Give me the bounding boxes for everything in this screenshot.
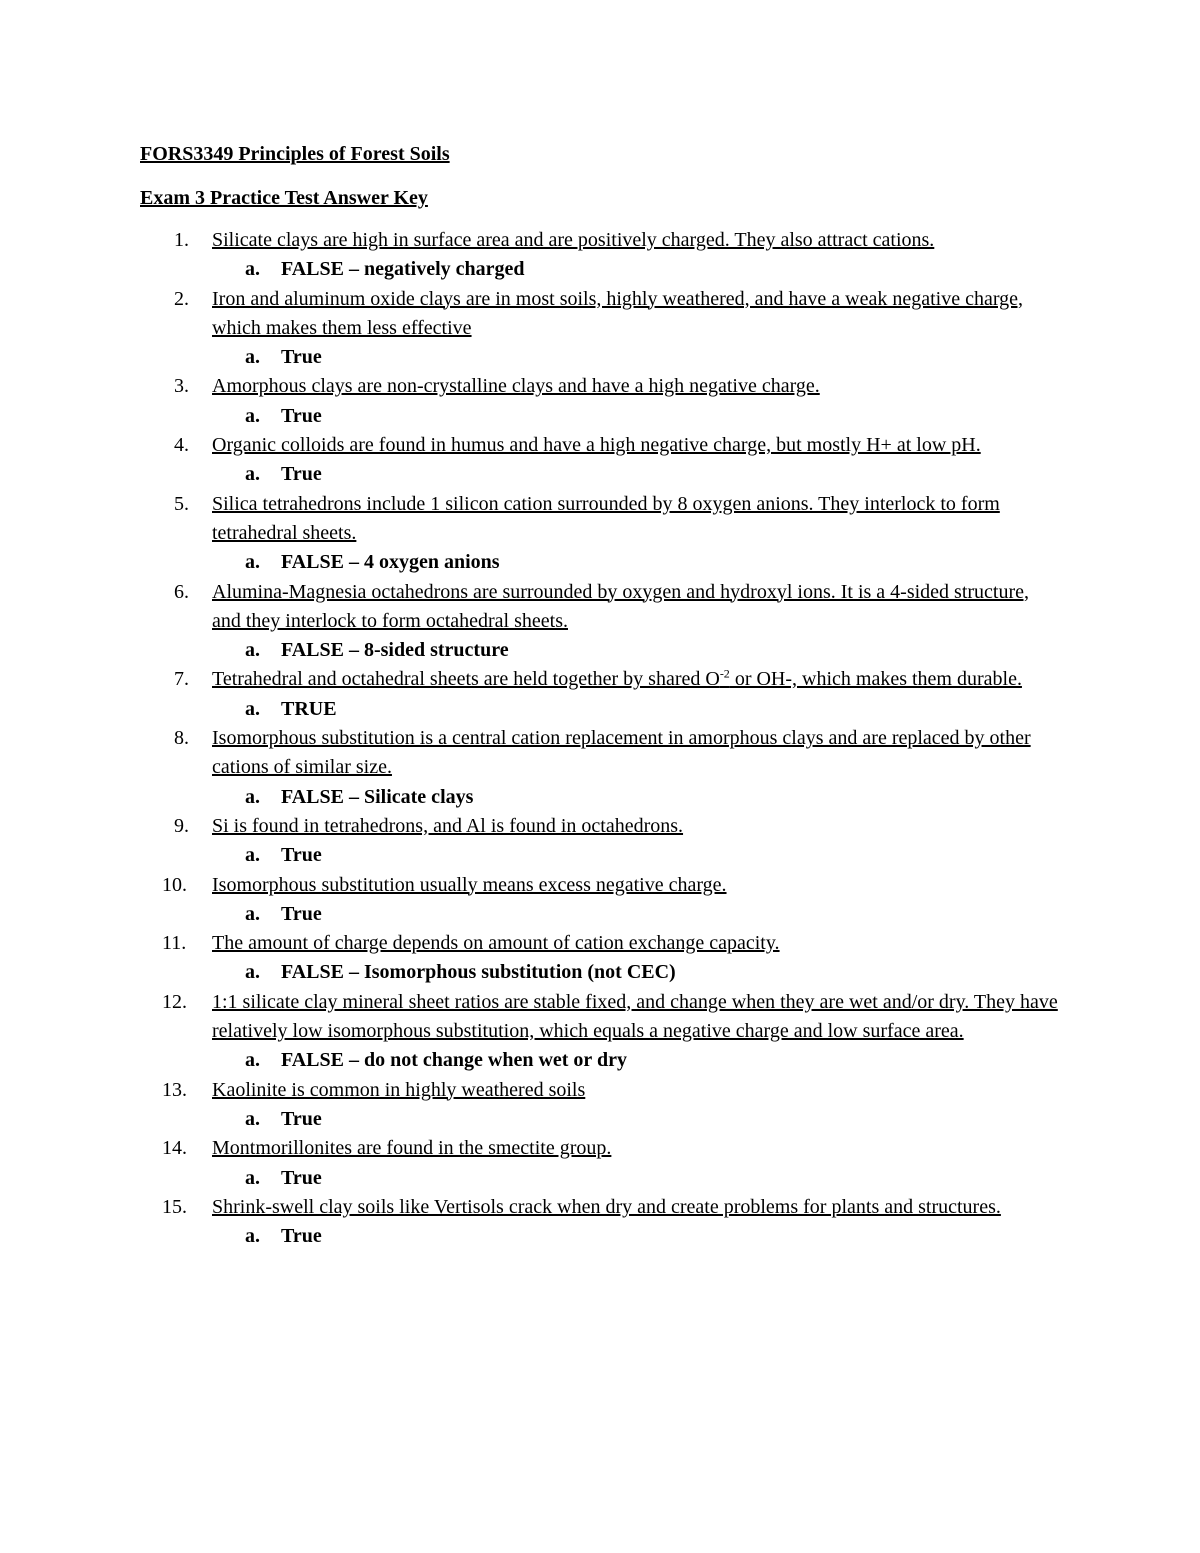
question-text: Kaolinite is common in highly weathered soils xyxy=(212,1078,586,1101)
question-number: 5. xyxy=(174,492,189,515)
question-number: 7. xyxy=(174,668,189,691)
answer-text: True xyxy=(281,1107,322,1130)
question-text-part: or OH-, which makes them durable. xyxy=(729,668,1022,691)
exam-title: Exam 3 Practice Test Answer Key xyxy=(140,187,428,209)
answer-label: a. xyxy=(245,404,260,427)
question-item xyxy=(140,665,1060,724)
course-title: FORS3349 Principles of Forest Soils xyxy=(140,143,450,165)
question-text: Isomorphous substitution is a central cation replacement in amorphous clays and are replaced by other cations of similar size. xyxy=(212,727,1031,779)
answer-text: FALSE – Isomorphous substitution (not CEC) xyxy=(281,961,676,984)
question-text: Alumina-Magnesia octahedrons are surrounded by oxygen and hydroxyl ions. It is a 4-sided structure, and they interlock to form octahedral sheets. xyxy=(212,580,1030,632)
question-item xyxy=(140,372,1060,431)
answer-text: True xyxy=(281,1225,322,1248)
answer-label: a. xyxy=(245,902,260,925)
answer-line xyxy=(140,1164,1060,1193)
answer-text: TRUE xyxy=(281,697,337,720)
answer-line xyxy=(140,958,1060,987)
document-page xyxy=(140,140,1060,1251)
question-text: The amount of charge depends on amount of cation exchange capacity. xyxy=(212,932,780,955)
answer-line xyxy=(140,636,1060,665)
answer-label: a. xyxy=(245,346,260,369)
question-text: Montmorillonites are found in the smectite group. xyxy=(212,1137,612,1160)
question-item xyxy=(140,285,1060,373)
question-text: Amorphous clays are non-crystalline clays and have a high negative charge. xyxy=(212,375,820,398)
question-number: 6. xyxy=(174,580,189,603)
question-number: 12. xyxy=(162,990,187,1013)
answer-line xyxy=(140,402,1060,431)
question-item xyxy=(140,1193,1060,1252)
question-text-part: Tetrahedral and octahedral sheets are held together by shared O xyxy=(212,668,720,691)
question-number: 9. xyxy=(174,814,189,837)
question-number: 14. xyxy=(162,1137,187,1160)
question-number: 11. xyxy=(162,932,187,955)
answer-line xyxy=(140,1046,1060,1075)
answer-text: True xyxy=(281,404,322,427)
answer-text: True xyxy=(281,844,322,867)
answer-label: a. xyxy=(245,551,260,574)
answer-text: FALSE – Silicate clays xyxy=(281,785,474,808)
question-number: 4. xyxy=(174,434,189,457)
question-number: 3. xyxy=(174,375,189,398)
answer-text: True xyxy=(281,902,322,925)
answer-label: a. xyxy=(245,258,260,281)
question-item xyxy=(140,490,1060,578)
question-text: Silica tetrahedrons include 1 silicon cation surrounded by 8 oxygen anions. They interlock to form tetrahedral sheets. xyxy=(212,492,1000,544)
question-item xyxy=(140,1076,1060,1135)
question-text: Isomorphous substitution usually means excess negative charge. xyxy=(212,873,727,896)
answer-label: a. xyxy=(245,463,260,486)
answer-line xyxy=(140,841,1060,870)
answer-text: FALSE – 8-sided structure xyxy=(281,639,509,662)
answer-text: FALSE – negatively charged xyxy=(281,258,525,281)
question-text: 1:1 silicate clay mineral sheet ratios are stable fixed, and change when they are wet and/or dry. They have relatively low isomorphous substitution, which equals a negative charge and low surface area. xyxy=(212,990,1058,1043)
answer-label: a. xyxy=(245,1166,260,1189)
question-item xyxy=(140,929,1060,988)
answer-line xyxy=(140,548,1060,577)
question-text: Iron and aluminum oxide clays are in most soils, highly weathered, and have a weak negative charge, which makes them less effective xyxy=(212,287,1024,339)
answer-text: True xyxy=(281,346,322,369)
question-item xyxy=(140,226,1060,285)
question-text xyxy=(212,665,1060,694)
answer-label: a. xyxy=(245,1225,260,1248)
answer-line xyxy=(140,695,1060,724)
answer-line xyxy=(140,900,1060,929)
question-item xyxy=(140,1134,1060,1193)
superscript-charge: -2 xyxy=(719,666,730,681)
question-number: 13. xyxy=(162,1078,187,1101)
question-item xyxy=(140,871,1060,930)
question-item xyxy=(140,724,1060,812)
answer-text: True xyxy=(281,463,322,486)
question-text: Si is found in tetrahedrons, and Al is found in octahedrons. xyxy=(212,814,684,837)
question-text: Organic colloids are found in humus and have a high negative charge, but mostly H+ at low pH. xyxy=(212,434,981,457)
answer-line xyxy=(140,1105,1060,1134)
answer-text: True xyxy=(281,1166,322,1189)
question-item xyxy=(140,578,1060,666)
answer-label: a. xyxy=(245,639,260,662)
answer-line xyxy=(140,460,1060,489)
answer-line xyxy=(140,343,1060,372)
question-number: 10. xyxy=(162,873,187,896)
answer-line xyxy=(140,1222,1060,1251)
answer-text: FALSE – do not change when wet or dry xyxy=(281,1049,627,1072)
question-item xyxy=(140,812,1060,871)
question-number: 1. xyxy=(174,229,189,251)
answer-label: a. xyxy=(245,785,260,808)
answer-label: a. xyxy=(245,1049,260,1072)
answer-line xyxy=(140,255,1060,284)
question-list xyxy=(140,226,1060,1251)
question-item xyxy=(140,431,1060,490)
answer-text: FALSE – 4 oxygen anions xyxy=(281,551,500,574)
answer-label: a. xyxy=(245,697,260,720)
answer-label: a. xyxy=(245,844,260,867)
answer-line xyxy=(140,783,1060,812)
question-text: Shrink-swell clay soils like Vertisols crack when dry and create problems for plants and structures. xyxy=(212,1195,1001,1218)
question-number: 15. xyxy=(162,1195,187,1218)
question-number: 2. xyxy=(174,287,189,310)
question-text: Silicate clays are high in surface area and are positively charged. They also attract cations. xyxy=(212,229,935,251)
answer-label: a. xyxy=(245,961,260,984)
question-number: 8. xyxy=(174,727,189,750)
answer-label: a. xyxy=(245,1107,260,1130)
question-item xyxy=(140,988,1060,1076)
